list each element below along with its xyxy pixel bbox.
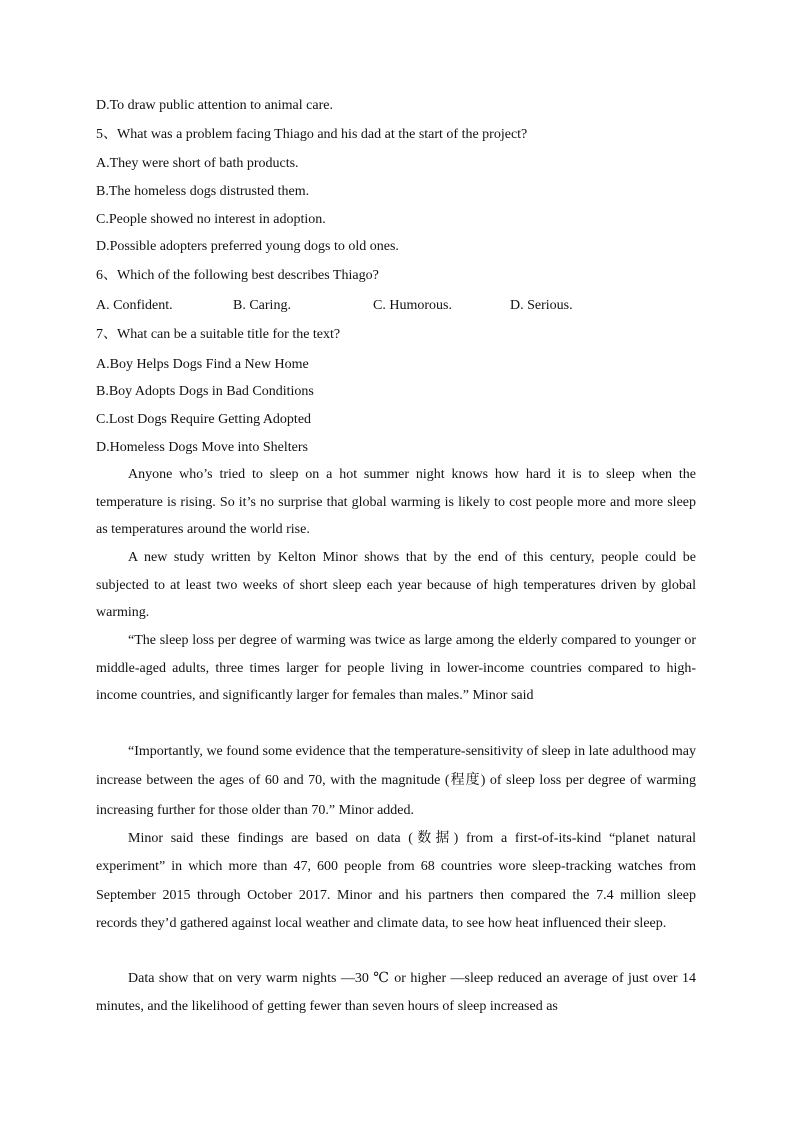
q7-option-b: B.Boy Adopts Dogs in Bad Conditions	[96, 384, 314, 399]
q5-option-a: A.They were short of bath products.	[96, 156, 299, 171]
q6-option-c: C. Humorous.	[373, 298, 452, 313]
q6-question: 6、Which of the following best describes Thiago?	[96, 268, 379, 283]
passage-paragraph-4: “Importantly, we found some evidence that the temperature-sensitivity of sleep in late adulthood may increase between the ages of 60 and 70, with the magnitude (程度) of sleep loss per degree of warming increasing further for those older than 70.” Minor added.	[96, 744, 696, 818]
q4-option-d: D.To draw public attention to animal care.	[96, 98, 333, 113]
q7-option-a: A.Boy Helps Dogs Find a New Home	[96, 357, 309, 372]
passage-paragraph-3: “The sleep loss per degree of warming was twice as large among the elderly compared to younger or middle-aged adults, three times larger for people living in lower-income countries compared to high-income countries, and significantly larger for females than males.” Minor said	[96, 633, 696, 704]
q5-option-d: D.Possible adopters preferred young dogs to old ones.	[96, 239, 399, 254]
q6-options	[96, 296, 696, 316]
passage-paragraph-5: Minor said these findings are based on data (数据) from a first-of-its-kind “planet natural experiment” in which more than 47, 600 people from 68 countries wore sleep-tracking watches from September 2015 through October 2017. Minor and his partners then compared the 7.4 million sleep records they’d gathered against local weather and climate data, to see how heat influenced their sleep.	[96, 831, 696, 931]
q5-option-c: C.People showed no interest in adoption.	[96, 212, 326, 227]
q6-option-a: A. Confident.	[96, 298, 173, 313]
q7-question: 7、What can be a suitable title for the text?	[96, 327, 341, 342]
q7-option-d: D.Homeless Dogs Move into Shelters	[96, 440, 308, 455]
passage-paragraph-1: Anyone who’s tried to sleep on a hot summer night knows how hard it is to sleep when the temperature is rising. So it’s no surprise that global warming is likely to cost people more and more sleep as temperatures around the world rise.	[96, 467, 696, 538]
passage-paragraph-2: A new study written by Kelton Minor shows that by the end of this century, people could be subjected to at least two weeks of short sleep each year because of high temperatures driven by global warming.	[96, 550, 696, 621]
q6-option-b: B. Caring.	[233, 298, 291, 313]
q6-option-d: D. Serious.	[510, 298, 573, 313]
passage-paragraph-6: Data show that on very warm nights —30 ℃ or higher —sleep reduced an average of just over 14 minutes, and the likelihood of getting fewer than seven hours of sleep increased as	[96, 971, 696, 1015]
q5-question: 5、What was a problem facing Thiago and his dad at the start of the project?	[96, 127, 528, 142]
q7-option-c: C.Lost Dogs Require Getting Adopted	[96, 412, 312, 427]
q5-option-b: B.The homeless dogs distrusted them.	[96, 184, 310, 199]
